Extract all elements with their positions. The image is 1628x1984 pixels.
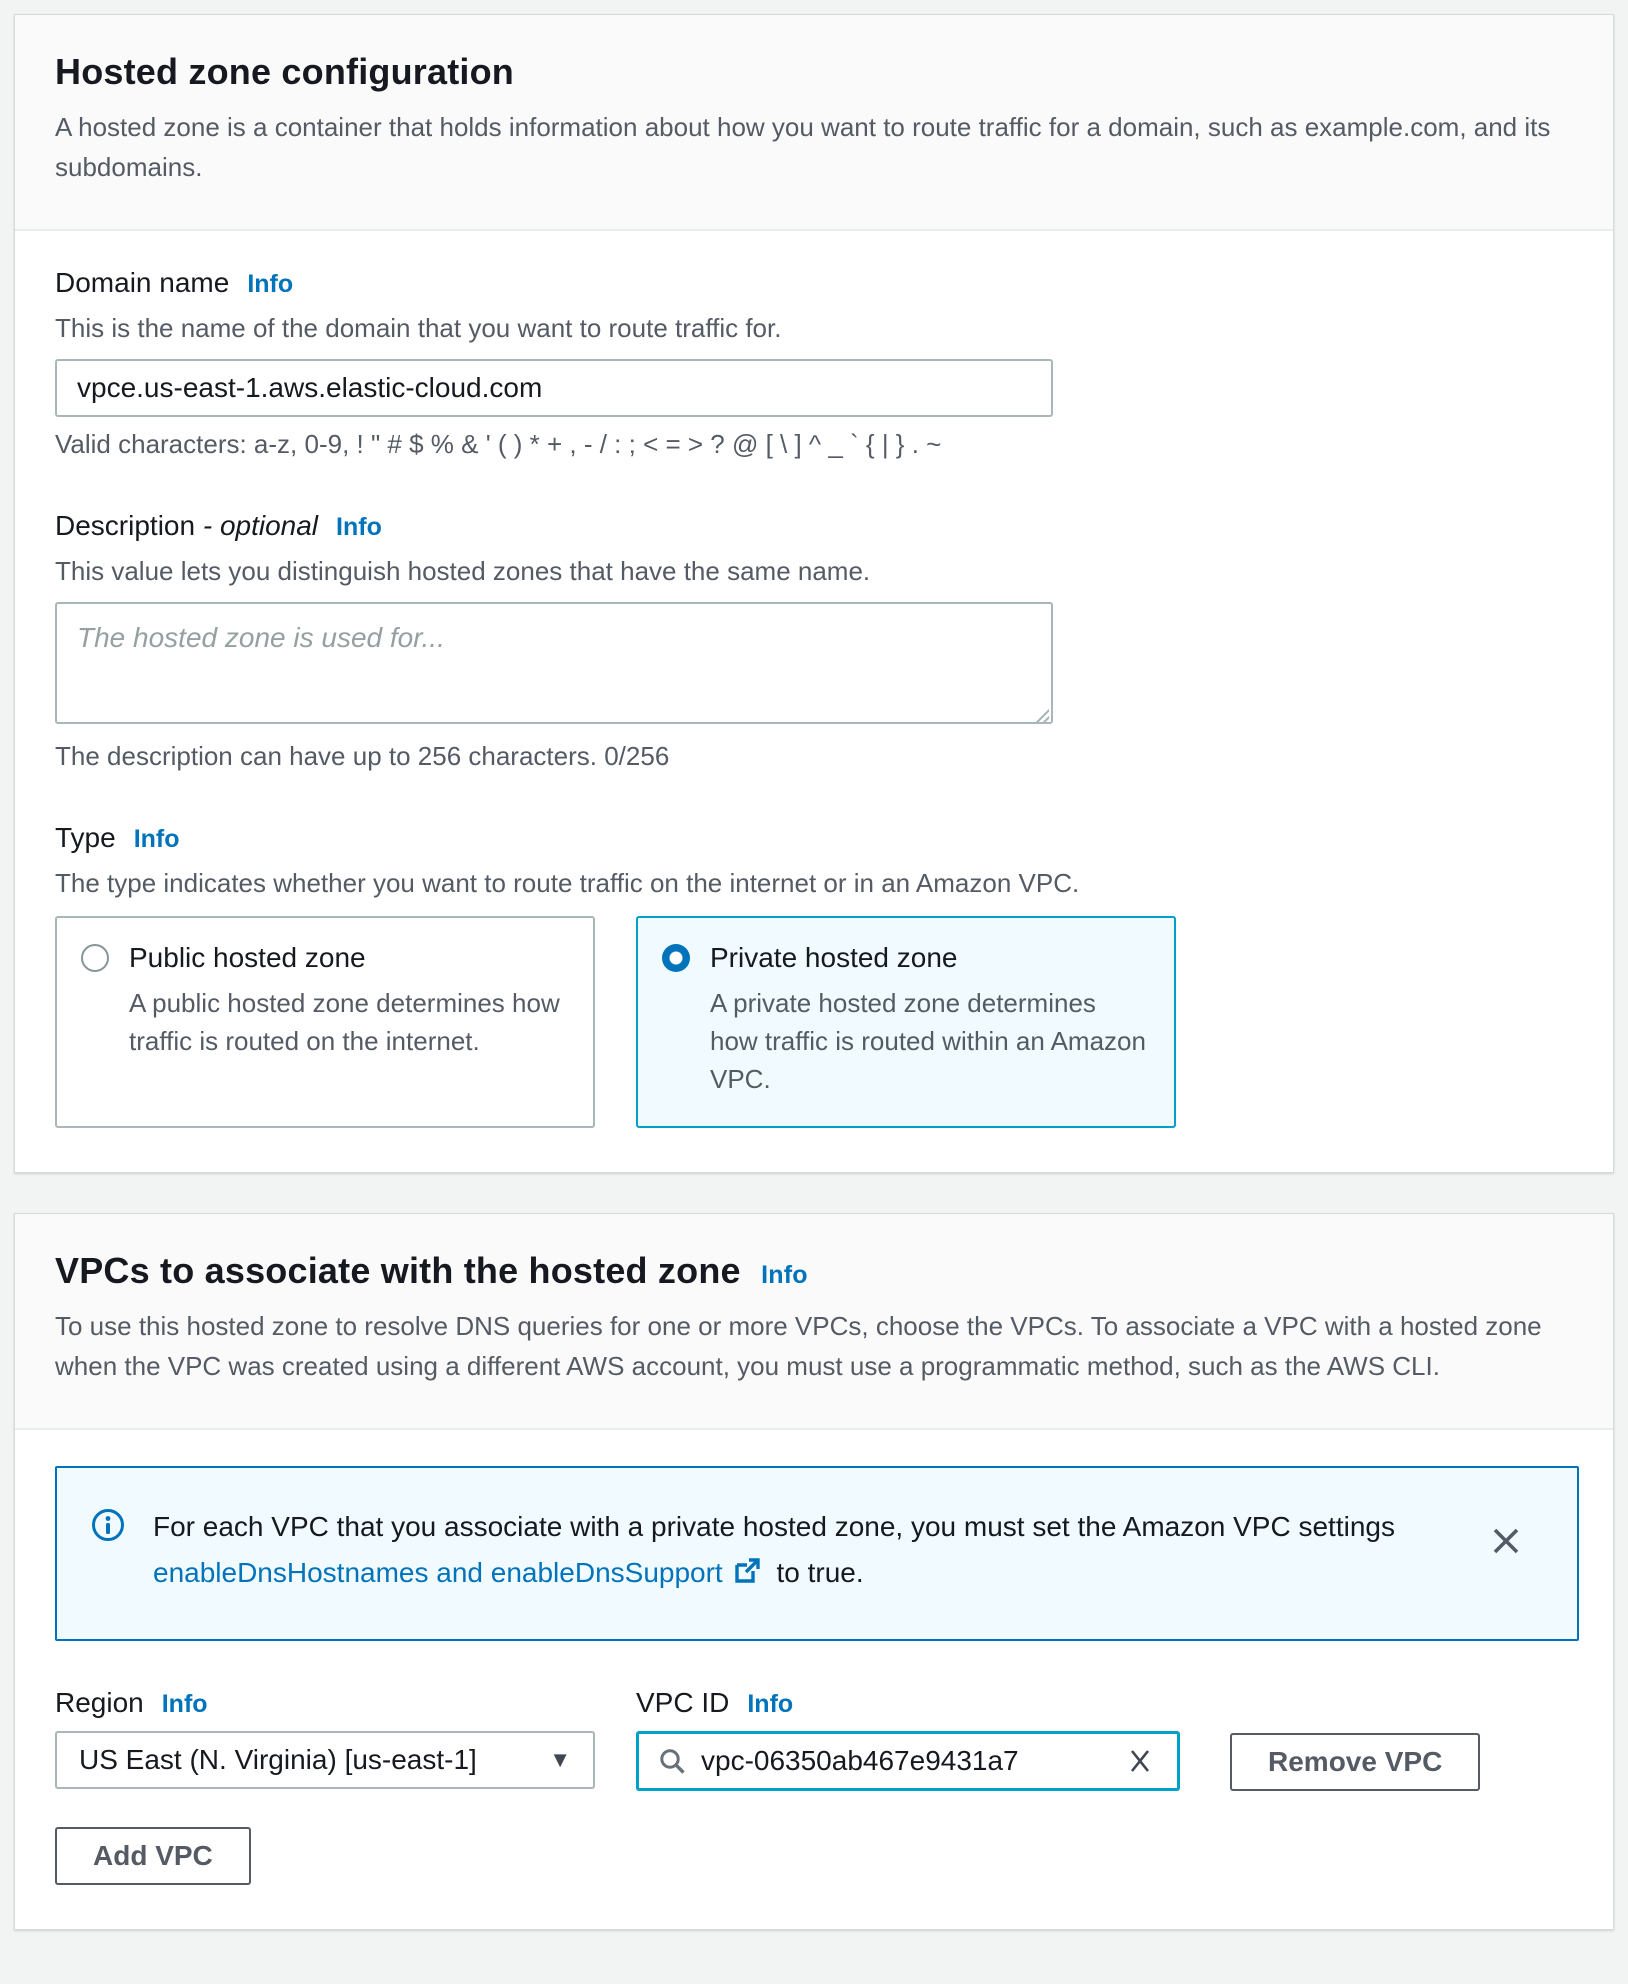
public-hosted-zone-option[interactable] <box>55 916 595 1128</box>
private-hosted-zone-radio-icon[interactable] <box>662 944 690 972</box>
vpc-settings-info-banner <box>55 1466 1579 1641</box>
private-hosted-zone-description: A private hosted zone determines how traffic is routed within an Amazon VPC. <box>710 988 1146 1094</box>
type-label: Type <box>55 822 116 853</box>
vpc-id-label: VPC ID <box>636 1687 730 1718</box>
region-info-link[interactable]: Info <box>161 1690 208 1718</box>
vpc-id-input[interactable] <box>701 1745 1121 1777</box>
remove-vpc-button[interactable]: Remove VPC <box>1230 1733 1480 1791</box>
info-circle-icon <box>91 1508 125 1547</box>
type-helper: The type indicates whether you want to route traffic on the internet or in an Amazon VPC. <box>55 868 1080 898</box>
vpc-id-info-link[interactable]: Info <box>747 1690 794 1718</box>
vpc-card-info-link[interactable]: Info <box>761 1261 808 1289</box>
description-constraint: The description can have up to 256 characters. 0/256 <box>55 741 670 771</box>
vpcs-to-associate-card <box>14 1213 1614 1930</box>
domain-name-label: Domain name <box>55 267 230 298</box>
domain-name-info-link[interactable]: Info <box>247 270 294 298</box>
private-hosted-zone-title: Private hosted zone <box>710 942 958 973</box>
description-helper: This value lets you distinguish hosted zones that have the same name. <box>55 556 871 586</box>
region-label: Region <box>55 1687 144 1718</box>
hosted-zone-card-content <box>15 231 1613 1172</box>
hosted-zone-card-header <box>15 15 1613 231</box>
vpc-card-header <box>15 1214 1613 1430</box>
description-info-link[interactable]: Info <box>336 513 382 541</box>
banner-close-button[interactable] <box>1483 1518 1529 1567</box>
public-hosted-zone-title: Public hosted zone <box>129 942 366 973</box>
vpc-id-search-box <box>636 1731 1180 1791</box>
public-hosted-zone-description: A public hosted zone determines how traffic is routed on the internet. <box>129 988 560 1056</box>
description-optional-label: - optional <box>202 510 319 541</box>
vpc-card-title: VPCs to associate with the hosted zone Info <box>55 1250 808 1291</box>
banner-text: For each VPC that you associate with a private hosted zone, you must set the Amazon VPC settings enableDnsHostnames and enableDnsSupport to true. <box>153 1504 1483 1599</box>
type-info-link[interactable]: Info <box>133 825 180 853</box>
domain-name-valid-characters: Valid characters: a-z, 0-9, ! " # $ % & ' ( ) * + , - / : ; < = > ? @ [ \ ] ^ _ ` { | } . ~ <box>55 429 942 459</box>
hosted-zone-configuration-card <box>14 14 1614 1173</box>
domain-name-input[interactable] <box>55 359 1053 417</box>
region-select[interactable] <box>55 1731 595 1789</box>
search-icon <box>657 1746 687 1776</box>
hosted-zone-card-description: A hosted zone is a container that holds information about how you want to route traffic for a domain, such as example.com, and its subdomains. <box>55 112 1551 182</box>
description-label: Description - optional <box>55 510 319 541</box>
private-hosted-zone-option[interactable] <box>636 916 1176 1128</box>
enable-dns-link[interactable]: enableDnsHostnames and enableDnsSupport <box>153 1557 723 1588</box>
chevron-down-icon: ▼ <box>549 1747 571 1772</box>
domain-name-helper: This is the name of the domain that you want to route traffic for. <box>55 313 782 343</box>
add-vpc-button[interactable]: Add VPC <box>55 1827 251 1885</box>
hosted-zone-card-title: Hosted zone configuration <box>55 51 514 92</box>
clear-vpc-id-icon[interactable] <box>1121 1742 1159 1780</box>
vpc-card-content <box>15 1430 1613 1929</box>
public-hosted-zone-radio-icon[interactable] <box>81 944 109 972</box>
region-select-value: US East (N. Virginia) [us-east-1] <box>79 1744 477 1775</box>
description-textarea[interactable] <box>55 602 1053 724</box>
external-link-icon <box>733 1553 761 1599</box>
vpc-card-description: To use this hosted zone to resolve DNS queries for one or more VPCs, choose the VPCs. To associate a VPC with a hosted zone when the VPC was created using a different AWS account, you must use a programmatic method, such as the AWS CLI. <box>55 1311 1542 1381</box>
